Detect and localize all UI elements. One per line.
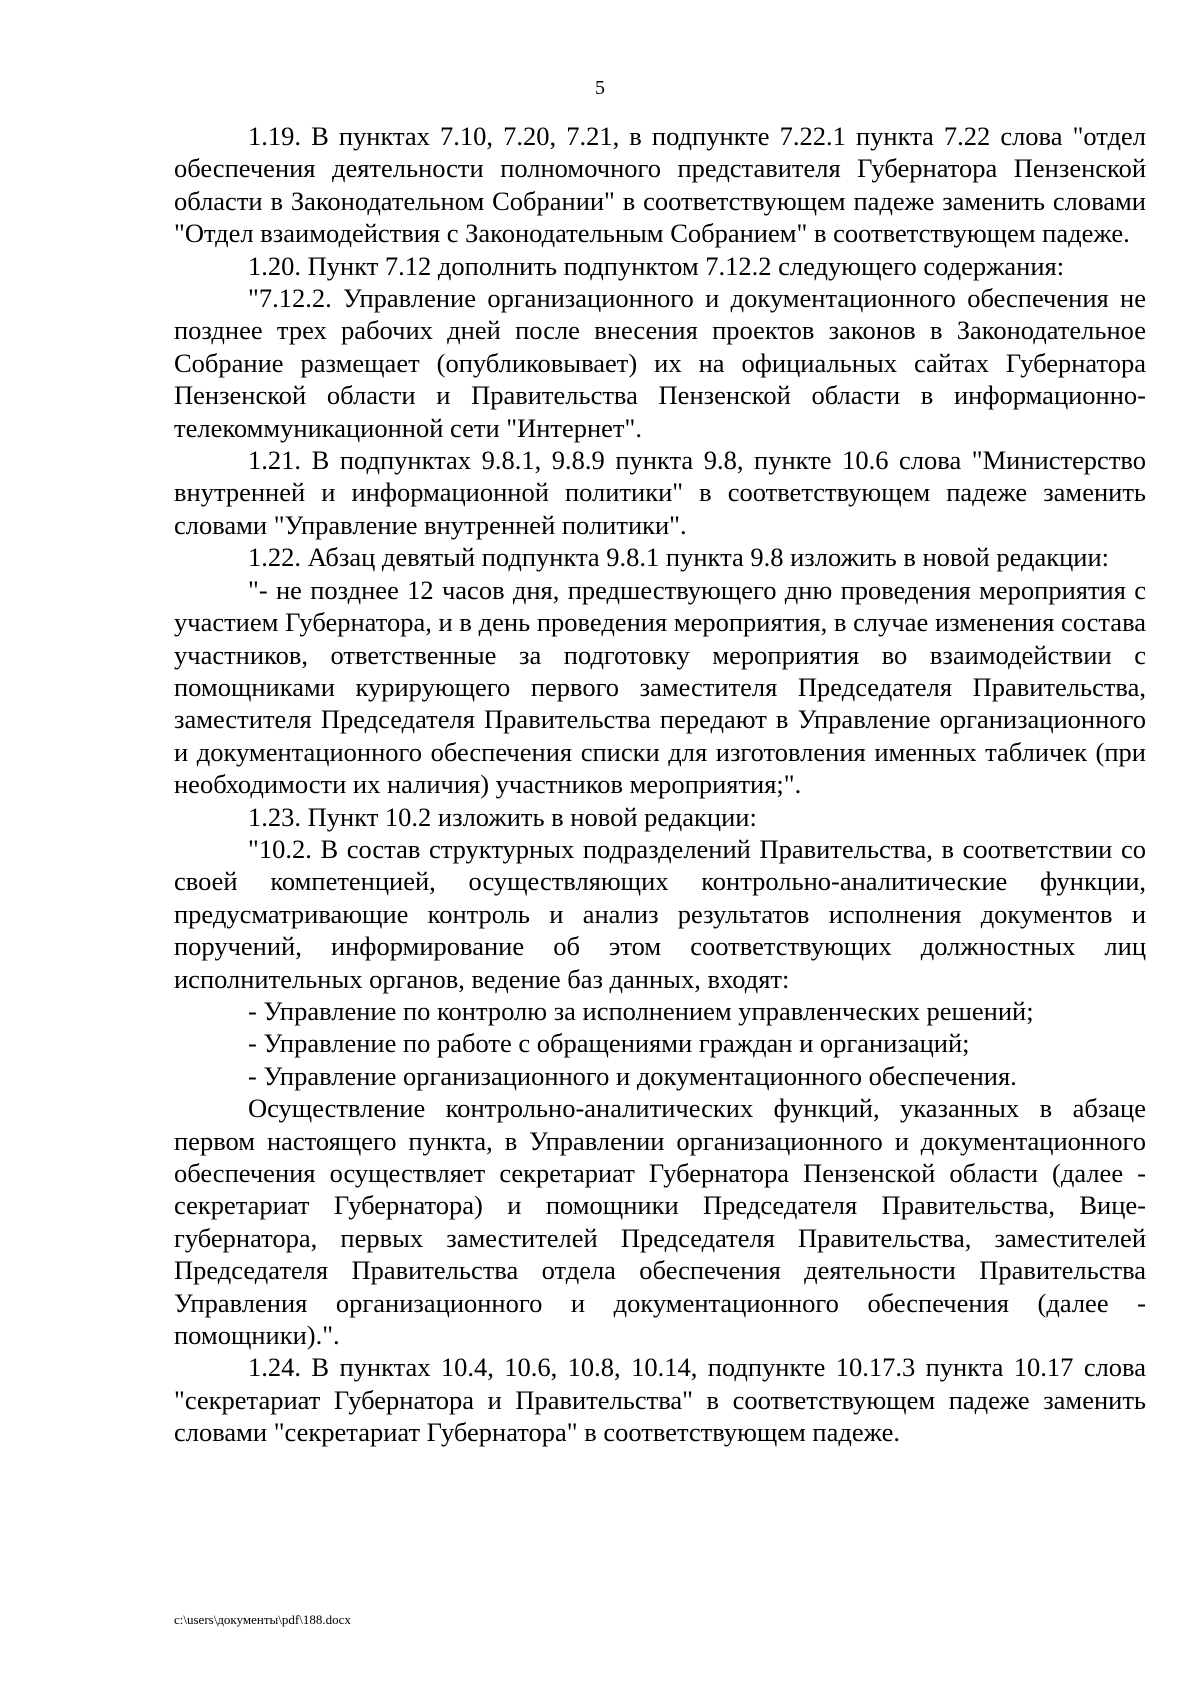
document-body <box>174 120 1146 1449</box>
list-item-documentation-department: - Управление организационного и документационного обеспечения. <box>248 1060 1017 1091</box>
paragraph-control-functions: Осуществление контрольно-аналитических функций, указанных в абзаце первом настоящего пункта, в Управлении организационного и документационного обеспечения осуществляет секретариат Губернатора Пензенской области (далее - секретариат Губернатора) и помощники Председателя Правительства, Вице-губернатора, первых заместителей Председателя Правительства, заместителей Председателя Правительства отдела обеспечения деятельности Правительства Управления организационного и документационного обеспечения (далее - помощники).". <box>174 1093 1146 1351</box>
paragraph-1-21: 1.21. В подпунктах 9.8.1, 9.8.9 пункта 9.8, пункте 10.6 слова "Министерство внутренней и информационной политики" в соответствующем падеже заменить словами "Управление внутренней политики". <box>174 445 1146 540</box>
paragraph-1-23: 1.23. Пункт 10.2 изложить в новой редакции: <box>248 801 757 832</box>
paragraph-1-22: 1.22. Абзац девятый подпункта 9.8.1 пункта 9.8 изложить в новой редакции: <box>248 542 1110 573</box>
paragraph-10-2-quote: "10.2. В состав структурных подразделений Правительства, в соответствии со своей компетенцией, осуществляющих контрольно-аналитические функции, предусматривающие контроль и анализ результатов исполнения документов и поручений, информирование об этом соответствующих должностных лиц исполнительных органов, ведение баз данных, входят: <box>174 833 1146 994</box>
paragraph-1-20: 1.20. Пункт 7.12 дополнить подпунктом 7.12.2 следующего содержания: <box>248 250 1065 281</box>
page-number: 5 <box>595 77 605 99</box>
paragraph-1-19: 1.19. В пунктах 7.10, 7.20, 7.21, в подпункте 7.22.1 пункта 7.22 слова "отдел обеспечения деятельности полномочного представителя Губернатора Пензенской области в Законодательном Собрании" в соответствующем падеже заменить словами "Отдел взаимодействия с Законодательным Собранием" в соответствующем падеже. <box>174 121 1146 249</box>
paragraph-7-12-2-quote: "7.12.2. Управление организационного и документационного обеспечения не позднее трех рабочих дней после внесения проектов законов в Законодательное Собрание размещает (опубликовывает) их на официальных сайтах Губернатора Пензенской области и Правительства Пензенской области в информационно-телекоммуникационной сети "Интернет". <box>174 283 1146 443</box>
list-item-control-department: - Управление по контролю за исполнением управленческих решений; <box>248 995 1034 1026</box>
paragraph-1-24: 1.24. В пунктах 10.4, 10.6, 10.8, 10.14, подпункте 10.17.3 пункта 10.17 слова "секретариат Губернатора и Правительства" в соответствующем падеже заменить словами "секретариат Губернатора" в соответствующем падеже. <box>174 1352 1146 1448</box>
footer-file-path: c:\users\документы\pdf\188.docx <box>174 1612 351 1627</box>
paragraph-1-22-quote: "- не позднее 12 часов дня, предшествующего дню проведения мероприятия с участием Губернатора, и в день проведения мероприятия, в случае изменения состава участников, ответственные за подготовку мероприятия во взаимодействии с помощниками курирующего первого заместителя Председателя Правительства, заместителя Председателя Правительства передают в Управление организационного и документационного обеспечения списки для изготовления именных табличек (при необходимости их наличия) участников мероприятия;". <box>174 574 1146 800</box>
list-item-appeals-department: - Управление по работе с обращениями граждан и организаций; <box>248 1028 970 1059</box>
